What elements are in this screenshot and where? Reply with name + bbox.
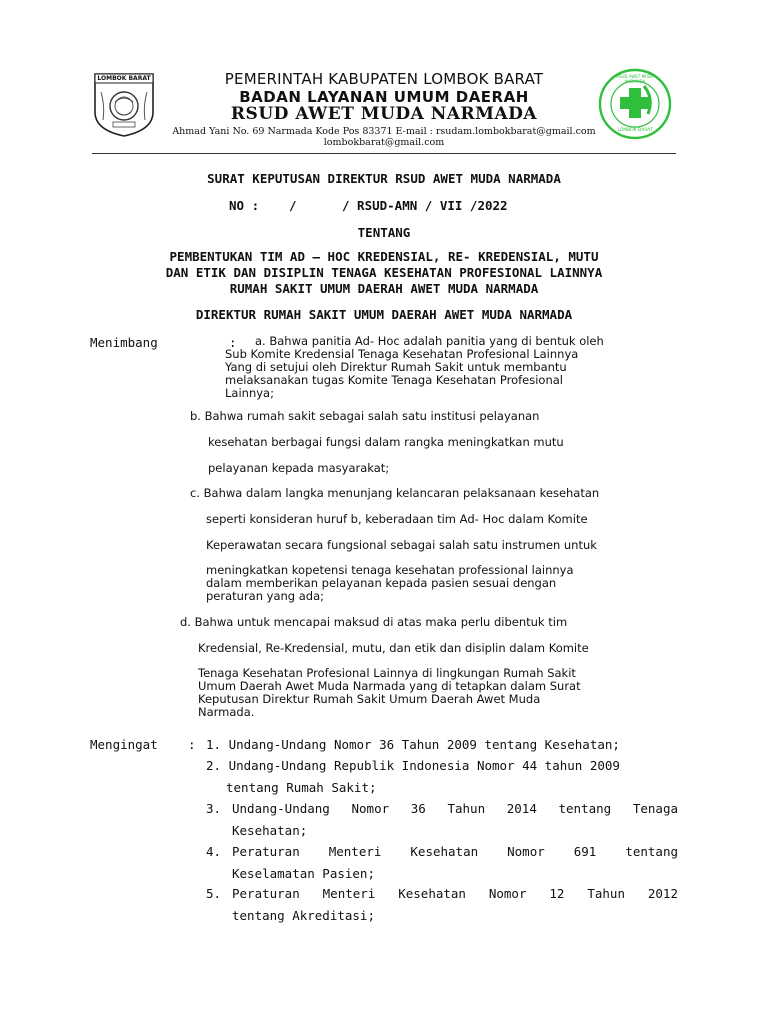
mengingat-label: Mengingat [90,737,158,752]
item-text-cont: tentang Akreditasi; [232,908,375,923]
item-number: 3. [206,801,222,816]
item-text: Undang-Undang Nomor 36 Tahun 2014 tentang Tenaga [232,801,678,816]
item-text-cont: Keselamatan Pasien; [232,866,375,881]
round-logo-top-text: RSUD AWET MUDA NARMADA [616,74,654,84]
item-text: Undang-Undang Nomor 36 Tahun 2009 tentang Kesehatan; [228,737,620,752]
list-item: Tenaga Kesehatan Profesional Lainnya di lingkungan Rumah Sakit [198,666,576,680]
menimbang-point-b-line1: b. Bahwa rumah sakit sebagai salah satu institusi pelayanan [190,409,540,423]
list-item: Sub Komite Kredensial Tenaga Kesehatan Profesional Lainnya [225,347,579,361]
list-item: Keputusan Direktur Rumah Sakit Umum Daerah Awet Muda [198,692,541,706]
decree-number-sep: / [289,198,297,213]
mengingat-item-3 [206,801,678,838]
subject-line-3: RUMAH SAKIT UMUM DAERAH AWET MUDA NARMADA [229,281,539,296]
item-text: Peraturan Menteri Kesehatan Nomor 12 Tahun 2012 [232,886,678,901]
header-divider [92,153,676,154]
item-text: Undang-Undang Republik Indonesia Nomor 44 tahun 2009 [228,758,620,773]
list-item: Narmada. [198,705,255,719]
item-number: 4. [206,844,222,859]
item-text-cont: tentang Rumah Sakit; [226,780,377,795]
mengingat-colon: : [188,737,196,752]
menimbang-point-a [225,335,604,400]
round-logo-bottom-text: LOMBOK BARAT [617,128,653,133]
mengingat-item-4 [206,844,678,881]
lombok-barat-crest-logo [93,72,155,138]
list-item: dalam memberikan pelayanan kepada pasien sesuai dengan [206,576,557,590]
menimbang-point-b-line2: kesehatan berbagai fungsi dalam rangka meningkatkan mutu [208,435,564,449]
list-item: meningkatkan kopetensi tenaga kesehatan professional lainnya [206,563,574,577]
email-line: lombokbarat@gmail.com [323,137,445,148]
rsud-round-logo [598,68,672,140]
menimbang-point-d-rest [198,667,581,719]
decree-number-code: / RSUD-AMN / VII /2022 [342,198,508,213]
mengingat-item-5 [206,886,678,923]
tentang-heading: TENTANG [357,225,411,240]
director-heading: DIREKTUR RUMAH SAKIT UMUM DAERAH AWET MUDA NARMADA [195,307,573,322]
list-item: Yang di setujui oleh Direktur Rumah Sakit untuk membantu [225,360,567,374]
list-item: Lainnya; [225,386,274,400]
decree-title: SURAT KEPUTUSAN DIREKTUR RSUD AWET MUDA NARMADA [207,171,561,186]
item-number: 2. [206,758,222,773]
list-item: a. Bahwa panitia Ad- Hoc adalah panitia yang di bentuk oleh [255,334,604,348]
crest-banner-text: LOMBOK BARAT [97,75,151,82]
menimbang-point-d-line2: Kredensial, Re-Kredensial, mutu, dan etik dan disiplin dalam Komite [198,641,589,655]
list-item: Umum Daerah Awet Muda Narmada yang di tetapkan dalam Surat [198,679,581,693]
list-item: peraturan yang ada; [206,589,325,603]
subject-line-1: PEMBENTUKAN TIM AD – HOC KREDENSIAL, RE- KREDENSIAL, MUTU [169,249,599,264]
item-text: Peraturan Menteri Kesehatan Nomor 691 tentang [232,844,678,859]
mengingat-item-1 [206,737,678,752]
government-line: PEMERINTAH KABUPATEN LOMBOK BARAT [224,70,544,88]
mengingat-item-2 [206,758,678,795]
agency-line: BADAN LAYANAN UMUM DAERAH [239,88,529,106]
menimbang-point-b-line3: pelayanan kepada masyarakat; [208,461,390,475]
letterhead [0,0,768,160]
menimbang-point-c-line2: seperti konsideran huruf b, keberadaan tim Ad- Hoc dalam Komite [206,512,588,526]
menimbang-label: Menimbang [90,335,158,350]
decree-number-label: NO : [229,198,260,213]
menimbang-colon: : [229,335,237,350]
subject-line-2: DAN ETIK DAN DISIPLIN TENAGA KESEHATAN PROFESIONAL LAINNYA [165,265,603,280]
menimbang-point-d-line1: d. Bahwa untuk mencapai maksud di atas maka perlu dibentuk tim [180,615,568,629]
list-item: melaksanakan tugas Komite Tenaga Kesehatan Profesional [225,373,563,387]
hospital-name: RSUD AWET MUDA NARMADA [230,104,538,124]
item-text-cont: Kesehatan; [232,823,308,838]
menimbang-point-c-line3: Keperawatan secara fungsional sebagai salah satu instrumen untuk [206,538,597,552]
address-line: Ahmad Yani No. 69 Narmada Kode Pos 83371 E-mail : rsudam.lombokbarat@gmail.com [172,126,596,137]
item-number: 5. [206,886,222,901]
menimbang-point-c-rest [206,564,574,603]
menimbang-point-c-line1: c. Bahwa dalam langka menunjang kelancaran pelaksanaan kesehatan [190,486,600,500]
item-number: 1. [206,737,222,752]
